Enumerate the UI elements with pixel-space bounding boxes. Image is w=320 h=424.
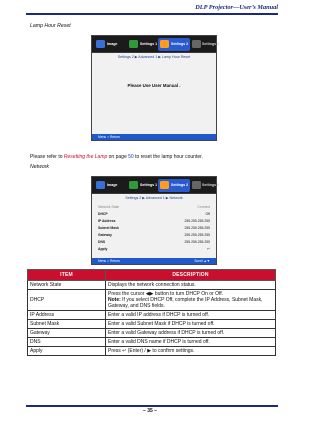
resetting-lamp-link[interactable]: Resetting the Lamp — [63, 154, 108, 160]
osd-lamp-screen — [91, 35, 220, 141]
image-icon — [96, 40, 105, 48]
table-row — [28, 329, 276, 338]
description-cell — [106, 290, 276, 311]
row-value: Off — [205, 212, 210, 216]
tab-settings-3[interactable] — [192, 179, 220, 192]
description-cell: Enter a valid DNS name if DHCP is turned off. — [106, 338, 276, 347]
item-cell: IP Address — [28, 311, 106, 320]
tab-settings-2[interactable] — [158, 38, 190, 51]
para-before: Please refer to — [30, 154, 64, 160]
para-mid: on page — [107, 154, 129, 160]
settings-1-icon — [129, 181, 138, 189]
note-text: If you select DHCP Off, complete the IP Address, Subnet Mask, Gateway, and DNS fields. — [108, 297, 263, 309]
tab-settings-3-label: Settings 3 — [202, 42, 220, 46]
settings-2-icon — [160, 40, 169, 48]
row-label: Subnet Mask — [98, 226, 119, 230]
row-label: IP Address — [98, 219, 116, 223]
osd-body — [92, 194, 216, 258]
row-label: DNS — [98, 240, 106, 244]
network-heading: Network — [30, 164, 50, 170]
row-label: Gateway — [98, 233, 112, 237]
tab-settings-1[interactable] — [127, 38, 157, 51]
tab-settings-2-label: Settings 2 — [171, 42, 189, 46]
col-header-item: ITEM — [28, 270, 106, 281]
instruction-paragraph — [30, 154, 203, 160]
page-header-title: DLP Projector—User’s Manual — [195, 4, 278, 11]
col-header-description: DESCRIPTION — [106, 270, 276, 281]
scroll-hint: Scroll ▲▼ — [194, 259, 210, 263]
menu-return-hint: Menu = Return — [98, 135, 120, 139]
description-cell: Enter a valid Subnet Mask if DHCP is turned off. — [106, 320, 276, 329]
network-row-ip[interactable] — [98, 219, 210, 225]
settings-3-icon — [192, 40, 201, 48]
tab-settings-1[interactable] — [127, 179, 157, 192]
network-row-dns[interactable] — [98, 240, 210, 246]
row-label: Network State — [98, 205, 120, 209]
table-row — [28, 281, 276, 290]
settings-1-icon — [129, 40, 138, 48]
tab-image[interactable] — [94, 179, 126, 192]
osd-footer — [92, 258, 216, 264]
table-row — [28, 290, 276, 311]
tab-settings-2[interactable] — [158, 179, 190, 192]
item-cell: Apply — [28, 347, 106, 356]
tab-image-label: Image — [107, 183, 118, 187]
row-value: Connect — [197, 205, 210, 209]
osd-tab-bar — [92, 177, 220, 194]
table-row — [28, 338, 276, 347]
row-value: 255.255.255.255 — [184, 240, 210, 244]
description-line: Press the cursor ◀▶ button to turn DHCP On or Off. — [108, 291, 224, 297]
description-cell: Enter a valid IP address if DHCP is turned off. — [106, 311, 276, 320]
settings-2-icon — [160, 181, 169, 189]
tab-image-label: Image — [107, 42, 118, 46]
item-cell: DNS — [28, 338, 106, 347]
enter-icon: ↵ — [207, 247, 210, 251]
page-ref-link[interactable]: 50 — [128, 154, 134, 160]
menu-return-hint: Menu = Return — [98, 259, 120, 263]
page-number: – 35 – — [143, 408, 157, 414]
lamp-hour-reset-heading: Lamp Hour Reset — [30, 23, 71, 29]
network-row-apply[interactable] — [98, 247, 210, 253]
table-row — [28, 311, 276, 320]
header-rule — [26, 13, 278, 15]
table-row — [28, 320, 276, 329]
item-cell: Network State — [28, 281, 106, 290]
row-label: DHCP — [98, 212, 108, 216]
network-row-subnet[interactable] — [98, 226, 210, 232]
lamp-message: Please Use User Manual . — [127, 83, 181, 88]
tab-image[interactable] — [94, 38, 126, 51]
network-row-state — [98, 205, 210, 211]
network-row-dhcp[interactable] — [98, 212, 210, 218]
tab-settings-1-label: Settings 1 — [140, 183, 158, 187]
row-value: 255.255.255.255 — [184, 219, 210, 223]
footer-rule — [26, 405, 278, 407]
osd-network-screen — [91, 176, 220, 265]
row-value: 255.255.255.255 — [184, 233, 210, 237]
table-row — [28, 347, 276, 356]
item-cell: Gateway — [28, 329, 106, 338]
breadcrumb: Settings 2 ▶ Advanced 1 ▶ Lamp Hour Reset — [117, 55, 191, 59]
tab-settings-3[interactable] — [192, 38, 220, 51]
network-row-gateway[interactable] — [98, 233, 210, 239]
osd-footer — [92, 134, 216, 140]
tab-settings-3-label: Settings 3 — [202, 183, 220, 187]
row-label: Apply — [98, 247, 108, 251]
item-cell: DHCP — [28, 290, 106, 311]
osd-body — [92, 53, 216, 134]
osd-tab-bar — [92, 36, 220, 53]
settings-3-icon — [192, 181, 201, 189]
para-after: to reset the lamp hour counter. — [133, 154, 203, 160]
image-icon — [96, 181, 105, 189]
note-label: Note: — [108, 297, 121, 303]
tab-settings-2-label: Settings 2 — [171, 183, 189, 187]
breadcrumb: Settings 2 ▶ Advanced 1 ▶ Network — [125, 196, 183, 200]
item-cell: Subnet Mask — [28, 320, 106, 329]
tab-settings-1-label: Settings 1 — [140, 42, 158, 46]
description-cell: Enter a valid Gateway address if DHCP is turned off. — [106, 329, 276, 338]
description-cell: Press ↵ (Enter) / ▶ to confirm settings. — [106, 347, 276, 356]
description-cell: Displays the network connection status. — [106, 281, 276, 290]
row-value: 255.255.255.255 — [184, 226, 210, 230]
network-settings-table — [27, 269, 276, 356]
